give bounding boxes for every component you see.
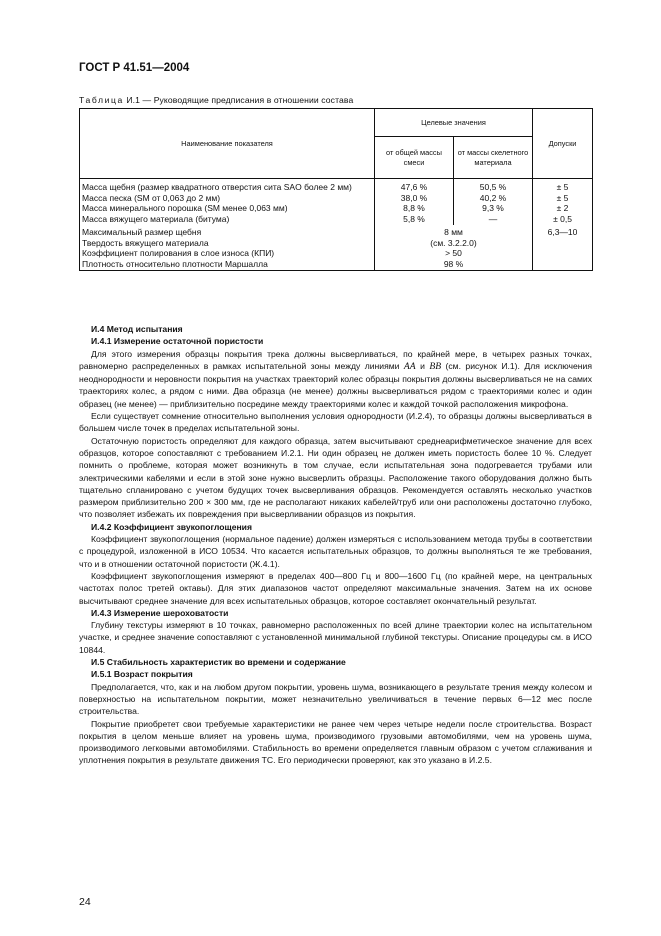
paragraph: Предполагается, что, как и на любом другом покрытии, уровень шума, возникающего в результате трения между колесом и поверхностью на испытательном покрытии, может незначительно увеличиваться в течение первых 6—12 мес после строительства. [79, 681, 592, 717]
table-caption-label: Таблица [79, 95, 124, 105]
table-cell: Максимальный размер щебня [80, 225, 375, 238]
section-heading: И.4 Метод испытания [91, 324, 183, 334]
column-header-name: Наименование показателя [80, 109, 375, 179]
table-cell: Масса песка (SM от 0,063 до 2 мм) [80, 193, 375, 204]
table-cell: > 50 [375, 248, 533, 259]
table-cell: 98 % [375, 259, 533, 270]
section-heading: И.4.1 Измерение остаточной пористости [91, 336, 264, 347]
table-cell [533, 238, 593, 249]
table-row [80, 203, 593, 214]
table-cell: Масса минерального порошка (SM менее 0,063 мм) [80, 203, 375, 214]
section-heading: И.5.1 Возраст покрытия [91, 669, 193, 680]
column-header-target-skeleton: от массы скелетного материала [454, 137, 533, 179]
composition-table [79, 108, 593, 271]
paragraph: Покрытие приобретет свои требуемые характеристики не ранее чем через четыре недели после строительства. Возраст покрытия в целом меньше влияет на уровень шума, производимого грузовыми автомобилями, чем на уровень шума, производимого легковыми автомобилями. Стабильность во времени определяется главным образом с учетом сглаживания и уплотнения покрытия в результате движения ТС. Его периодически проверяют, как это указано в И.2.5. [79, 718, 592, 766]
body-text [79, 323, 592, 767]
column-header-tolerance: Допуски [533, 109, 593, 179]
table-caption-text: И.1 — Руководящие предписания в отношении состава [123, 95, 354, 105]
table-row [80, 238, 593, 249]
section-heading: И.4.3 Измерение шероховатости [91, 607, 229, 618]
table-cell: 40,2 % [454, 193, 533, 204]
table-cell: (см. 3.2.2.0) [375, 238, 533, 249]
table-cell [533, 248, 593, 259]
table-cell: 8 мм [375, 225, 533, 238]
paragraph: Для этого измерения образцы покрытия трека должны высверливаться, по крайней мере, в четырех разных точках, равномерно распределенных в рамках испытательной зоны между линиями АА и ВВ (см. рисунок И.1). Для исключения неоднородности и неровности покрытия на участках траекторий колес образцы покрытия должны высверливаться не на самих траекториях колес, а рядом с ними. Два образца (не менее) должны высверливаться рядом с траекториями колес и один образец (не менее) — приблизительно посредине между траекториями колес и каждой точкой расположения микрофона. [79, 348, 592, 409]
table-cell: 47,6 % [375, 179, 454, 193]
table-cell: 38,0 % [375, 193, 454, 204]
table-cell: — [454, 214, 533, 225]
paragraph: Остаточную пористость определяют для каждого образца, затем высчитывают среднеарифметическое значение для всех образцов, которое сопоставляют с требованием И.2.1. Ни один образец не должен иметь пористость более 10 %. Следует помнить о проблеме, которая может возникнуть в том случае, если испытательная зона подогревается трубами или электрическими кабелями и если в этой зоне нужно высверлить образцы. Расположение такого оборудования должно быть тщательно спланировано с учетом будущих точек высверливания образцов. Рекомендуется оставлять несколько участков размером приблизительно 200 × 300 мм, где не располагают никаких кабелей/труб или они расположены достаточно глубоко, что позволяет избежать их повреждения при высверливании образцов из покрытия. [79, 435, 592, 520]
section-heading: И.5 Стабильность характеристик во времени и содержание [91, 657, 346, 668]
section-heading: И.4.2 Коэффициент звукопоглощения [91, 521, 252, 532]
table-row [80, 248, 593, 259]
document-header: ГОСТ Р 41.51—2004 [79, 62, 190, 74]
table-row [80, 214, 593, 225]
table-cell: 6,3—10 [533, 225, 593, 238]
table-row [80, 259, 593, 270]
paragraph: Глубину текстуры измеряют в 10 точках, равномерно расположенных по всей длине траектории колес на испытательном участке, и среднее значение сопоставляют с установленной минимальной глубиной текстуры. Описание процедуры см. в ИСО 10844. [79, 620, 592, 655]
table-caption [79, 95, 353, 105]
table-row [80, 225, 593, 238]
paragraph: Коэффициент звукопоглощения (нормальное падение) должен измеряться с использованием метода трубы в соответствии с процедурой, изложенной в ИСО 10534. Что касается испытательных образцов, то должны выполняться те же требования, что и в отношении остаточной пористости (Ж.4.1). [79, 534, 592, 569]
table-cell: Коэффициент полирования в слое износа (КПИ) [80, 248, 375, 259]
table-cell: ± 2 [533, 203, 593, 214]
column-header-target: Целевые значения [375, 109, 533, 137]
table-cell [533, 259, 593, 270]
table-cell: ± 5 [533, 179, 593, 193]
table-cell: Твердость вяжущего материала [80, 238, 375, 249]
table-cell: 8,8 % [375, 203, 454, 214]
table-cell: 9,3 % [454, 203, 533, 214]
column-header-target-total: от общей массы смеси [375, 137, 454, 179]
table-cell: ± 5 [533, 193, 593, 204]
table-cell: Масса щебня (размер квадратного отверстия сита SAO более 2 мм) [80, 179, 375, 193]
table-cell: Масса вяжущего материала (битума) [80, 214, 375, 225]
table-cell: Плотность относительно плотности Маршалла [80, 259, 375, 270]
table-cell: ± 0,5 [533, 214, 593, 225]
table-row [80, 179, 593, 193]
page-number: 24 [79, 896, 91, 908]
table-cell: 50,5 % [454, 179, 533, 193]
table-row [80, 193, 593, 204]
table-cell: 5,8 % [375, 214, 454, 225]
paragraph: Если существует сомнение относительно выполнения условия однородности (И.2.4), то образцы должны высверливаться в большем числе точек в пределах испытательной зоны. [79, 411, 592, 434]
paragraph: Коэффициент звукопоглощения измеряют в пределах 400—800 Гц и 800—1600 Гц (по крайней мере, на центральных частотах полос третей октавы). Для этих диапазонов частот определяют максимальные значения. Затем на их основе высчитывают среднее значение для всех испытательных образцов, которое составляет окончательный результат. [79, 570, 592, 606]
